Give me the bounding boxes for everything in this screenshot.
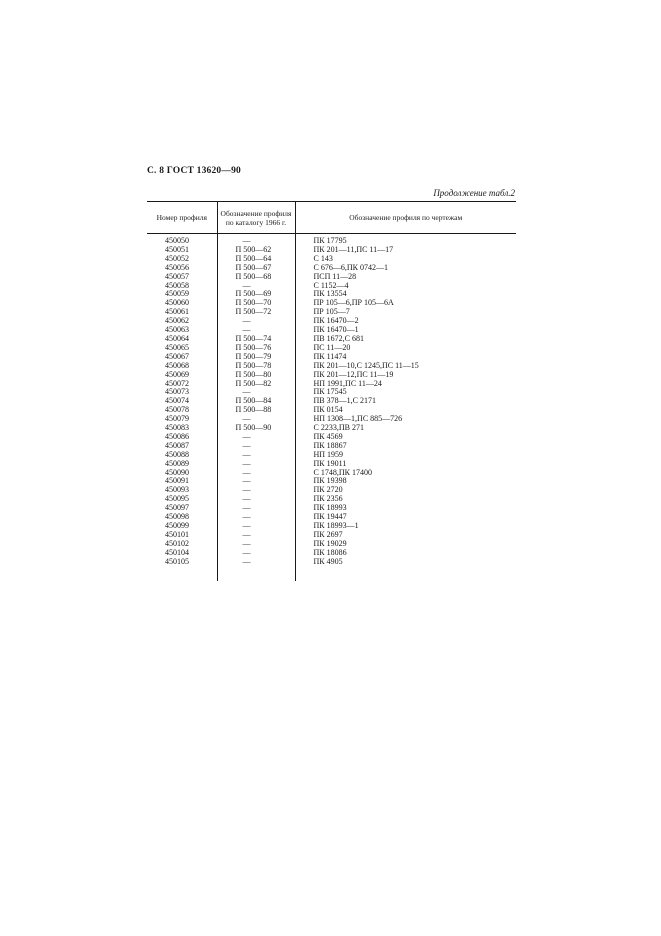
catalog-designation-cell: — xyxy=(217,549,295,558)
drawing-designation-cell: С 1748,ПК 17400 xyxy=(313,468,372,477)
table-header-row xyxy=(147,202,516,234)
profile-number-cell: 450087 xyxy=(165,441,189,450)
table-row xyxy=(147,362,516,371)
drawing-designation-cell: С 676—6,ПК 0742—1 xyxy=(313,263,388,272)
table-row xyxy=(147,326,516,335)
drawing-designation-cell: ПК 16470—1 xyxy=(313,326,359,335)
table-row xyxy=(147,308,516,317)
catalog-designation-cell: — xyxy=(217,513,295,522)
catalog-designation-cell: — xyxy=(217,234,295,246)
profile-number-cell: 450060 xyxy=(165,299,189,308)
catalog-designation-cell: — xyxy=(217,522,295,531)
profile-number-cell: 450093 xyxy=(165,486,189,495)
drawing-designation-cell: ПК 2697 xyxy=(313,530,343,539)
drawing-designation-cell: ПК 19029 xyxy=(313,539,347,548)
profile-number-cell: 450064 xyxy=(165,334,189,343)
profile-number-cell: 450098 xyxy=(165,513,189,522)
profile-number-cell: 450050 xyxy=(165,236,189,245)
table-row xyxy=(147,282,516,291)
table-continuation-label: Продолжение табл.2 xyxy=(433,188,515,198)
profile-number-cell: 450061 xyxy=(165,308,189,317)
catalog-designation-cell: — xyxy=(217,451,295,460)
table-row xyxy=(147,451,516,460)
table-body xyxy=(147,234,516,581)
catalog-designation-cell: — xyxy=(217,282,295,291)
catalog-designation-cell: — xyxy=(217,442,295,451)
profile-number-cell: 450078 xyxy=(165,406,189,415)
table-row xyxy=(147,335,516,344)
catalog-designation-cell: — xyxy=(217,558,295,581)
drawing-designation-cell: ПК 19447 xyxy=(313,513,347,522)
table-row xyxy=(147,513,516,522)
column-header-catalog-1966: Обозначение профиля по каталогу 1966 г. xyxy=(217,202,295,234)
profile-number-cell: 450090 xyxy=(165,468,189,477)
catalog-designation-cell: — xyxy=(217,495,295,504)
catalog-designation-cell: П 500—72 xyxy=(217,308,295,317)
table-row xyxy=(147,353,516,362)
profile-number-cell: 450102 xyxy=(165,539,189,548)
drawing-designation-cell: ПК 2720 xyxy=(313,486,343,495)
catalog-designation-cell: — xyxy=(217,477,295,486)
catalog-designation-cell: П 500—84 xyxy=(217,397,295,406)
table-row xyxy=(147,380,516,389)
table-row xyxy=(147,433,516,442)
table-row xyxy=(147,495,516,504)
catalog-designation-cell: П 500—68 xyxy=(217,273,295,282)
table-row xyxy=(147,264,516,273)
profile-number-cell: 450088 xyxy=(165,450,189,459)
profile-number-cell: 450095 xyxy=(165,495,189,504)
drawing-designation-cell: НП 1308—1,ПС 885—726 xyxy=(313,415,403,424)
drawing-designation-cell: ПК 11474 xyxy=(313,352,347,361)
catalog-designation-cell: — xyxy=(217,531,295,540)
catalog-designation-cell: П 500—82 xyxy=(217,380,295,389)
table-row xyxy=(147,540,516,549)
catalog-designation-cell: П 500—70 xyxy=(217,299,295,308)
profile-number-cell: 450068 xyxy=(165,361,189,370)
drawing-designation-cell: ПК 201—10,С 1245,ПС 11—15 xyxy=(313,361,419,370)
profile-number-cell: 450052 xyxy=(165,254,189,263)
table-row xyxy=(147,486,516,495)
profile-number-cell: 450097 xyxy=(165,504,189,513)
catalog-designation-cell: П 500—88 xyxy=(217,406,295,415)
drawing-designation-cell: ПР 105—6,ПР 105—6А xyxy=(313,299,394,308)
catalog-designation-cell: — xyxy=(217,433,295,442)
profile-number-cell: 450105 xyxy=(165,557,189,566)
catalog-designation-cell: — xyxy=(217,326,295,335)
profile-number-cell: 450058 xyxy=(165,281,189,290)
profile-number-cell: 450073 xyxy=(165,388,189,397)
table-row xyxy=(147,371,516,380)
catalog-designation-cell: — xyxy=(217,460,295,469)
table-row xyxy=(147,442,516,451)
drawing-designation-cell: ПК 201—12,ПС 11—19 xyxy=(313,370,394,379)
table-row xyxy=(147,290,516,299)
table-row xyxy=(147,234,516,246)
catalog-designation-cell: П 500—76 xyxy=(217,344,295,353)
profiles-table xyxy=(147,201,516,581)
profile-number-cell: 450104 xyxy=(165,548,189,557)
profile-number-cell: 450059 xyxy=(165,290,189,299)
profile-number-cell: 450089 xyxy=(165,459,189,468)
profile-number-cell: 450062 xyxy=(165,317,189,326)
catalog-designation-cell: П 500—80 xyxy=(217,371,295,380)
catalog-designation-cell: — xyxy=(217,540,295,549)
table-row xyxy=(147,246,516,255)
catalog-designation-cell: — xyxy=(217,469,295,478)
catalog-designation-cell: — xyxy=(217,415,295,424)
table-row xyxy=(147,415,516,424)
drawing-designation-cell: ПК 4905 xyxy=(313,557,343,566)
drawing-designation-cell: С 2233,ПВ 271 xyxy=(313,424,364,433)
drawing-designation-cell: ПК 17545 xyxy=(313,388,347,397)
profile-number-cell: 450101 xyxy=(165,530,189,539)
catalog-designation-cell: П 500—90 xyxy=(217,424,295,433)
table-row xyxy=(147,317,516,326)
drawing-designation-cell: ПК 19398 xyxy=(313,477,347,486)
table-row xyxy=(147,397,516,406)
drawing-designation-cell: ПК 201—11,ПС 11—17 xyxy=(313,245,394,254)
drawing-designation-cell: ПК 16470—2 xyxy=(313,317,359,326)
drawing-designation-cell: ПК 18086 xyxy=(313,548,347,557)
catalog-designation-cell: П 500—74 xyxy=(217,335,295,344)
drawing-designation-cell: ПР 105—7 xyxy=(313,308,350,317)
drawing-designation-cell: С 1152—4 xyxy=(313,281,349,290)
catalog-designation-cell: П 500—78 xyxy=(217,362,295,371)
drawing-designation-cell: ПВ 1672,С 681 xyxy=(313,334,364,343)
drawing-designation-cell: С 143 xyxy=(313,254,333,263)
table-row xyxy=(147,406,516,415)
drawing-designation-cell: НП 1991,ПС 11—24 xyxy=(313,379,382,388)
profile-number-cell: 450051 xyxy=(165,245,189,254)
drawing-designation-cell: ПК 19011 xyxy=(313,459,347,468)
profile-number-cell: 450086 xyxy=(165,432,189,441)
drawing-designation-cell: ПСП 11—28 xyxy=(313,272,357,281)
catalog-designation-cell: — xyxy=(217,504,295,513)
profile-number-cell: 450072 xyxy=(165,379,189,388)
table-row xyxy=(147,424,516,433)
page-header: С. 8 ГОСТ 13620—90 xyxy=(147,166,241,176)
profile-number-cell: 450065 xyxy=(165,343,189,352)
profile-number-cell: 450099 xyxy=(165,522,189,530)
drawing-designation-cell: НП 1959 xyxy=(313,450,344,459)
profile-number-cell: 450063 xyxy=(165,326,189,335)
table-row xyxy=(147,469,516,478)
catalog-designation-cell: П 500—67 xyxy=(217,264,295,273)
table-row xyxy=(147,273,516,282)
drawing-designation-cell: ПК 17795 xyxy=(313,236,347,245)
drawing-designation-cell: ПК 0154 xyxy=(313,406,343,415)
catalog-designation-cell: П 500—79 xyxy=(217,353,295,362)
table-row xyxy=(147,522,516,531)
catalog-designation-cell: — xyxy=(217,486,295,495)
catalog-designation-cell: П 500—69 xyxy=(217,290,295,299)
table-row xyxy=(147,504,516,513)
column-header-profile-number: Номер профиля xyxy=(147,202,217,234)
drawing-designation-cell: ПК 18867 xyxy=(313,441,347,450)
profile-number-cell: 450083 xyxy=(165,424,189,433)
table-row xyxy=(147,255,516,264)
profile-number-cell: 450067 xyxy=(165,352,189,361)
table-row xyxy=(147,558,516,581)
drawing-designation-cell: ПК 4569 xyxy=(313,432,343,441)
catalog-designation-cell: — xyxy=(217,317,295,326)
table-row xyxy=(147,388,516,397)
drawing-designation-cell: ПК 18993 xyxy=(313,504,347,513)
profile-number-cell: 450056 xyxy=(165,263,189,272)
drawing-designation-cell: ПС 11—20 xyxy=(313,343,351,352)
drawing-designation-cell: ПК 2356 xyxy=(313,495,343,504)
catalog-designation-cell: — xyxy=(217,388,295,397)
profile-number-cell: 450069 xyxy=(165,370,189,379)
drawing-designation-cell: ПВ 378—1,С 2171 xyxy=(313,397,376,406)
profile-number-cell: 450091 xyxy=(165,477,189,486)
drawing-designation-cell: ПК 13554 xyxy=(313,290,347,299)
catalog-designation-cell: П 500—64 xyxy=(217,255,295,264)
table-row xyxy=(147,549,516,558)
table-row xyxy=(147,477,516,486)
table-row xyxy=(147,460,516,469)
drawing-designation-cell: ПК 18993—1 xyxy=(313,522,359,530)
column-header-drawings: Обозначение профиля по чертежам xyxy=(295,202,516,234)
catalog-designation-cell: П 500—62 xyxy=(217,246,295,255)
table-row xyxy=(147,531,516,540)
table-row xyxy=(147,299,516,308)
profile-number-cell: 450079 xyxy=(165,415,189,424)
profile-number-cell: 450057 xyxy=(165,272,189,281)
profile-number-cell: 450074 xyxy=(165,397,189,406)
table-row xyxy=(147,344,516,353)
